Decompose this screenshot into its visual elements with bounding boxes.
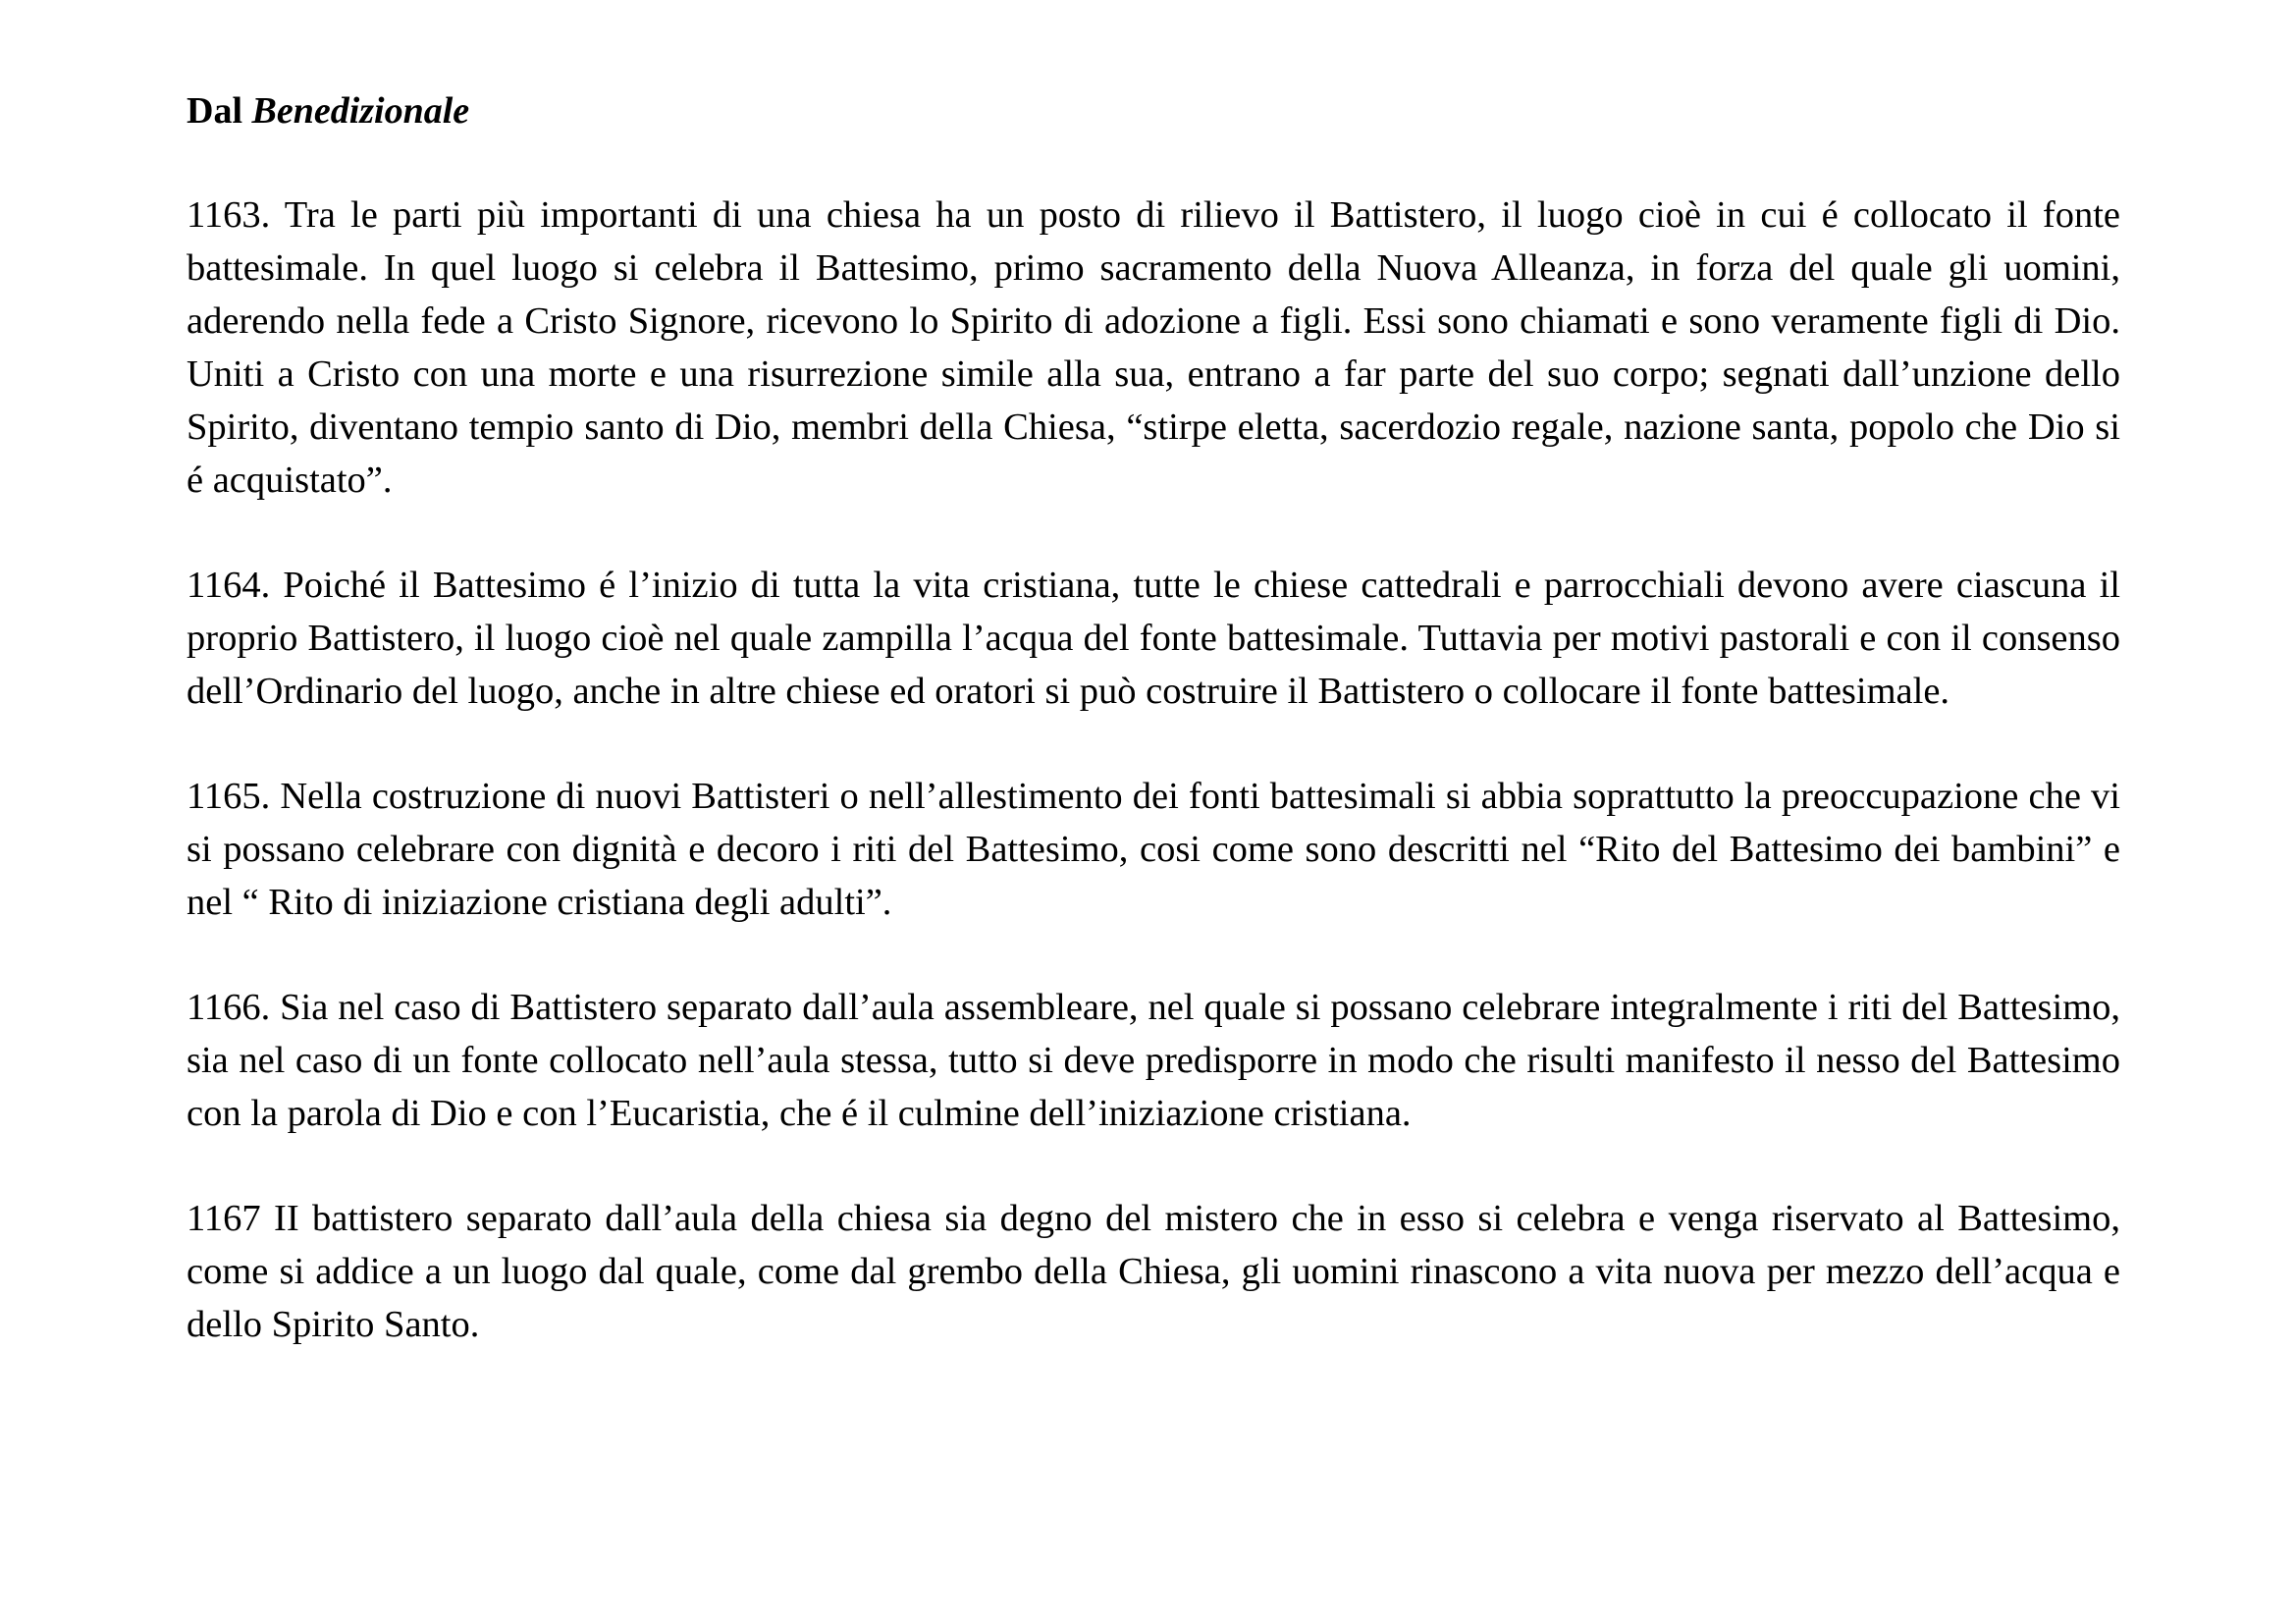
document-page xyxy=(187,84,2120,1403)
paragraph-1167: 1167 II battistero separato dall’aula della chiesa sia degno del mistero che in esso si celebra e venga riservato al Battesimo, come si addice a un luogo dal quale, come dal grembo della Chiesa, gli uomini rinascono a vita nuova per mezzo dell’acqua e dello Spirito Santo. xyxy=(187,1198,2120,1345)
paragraph-1164: 1164. Poiché il Battesimo é l’inizio di tutta la vita cristiana, tutte le chiese cattedrali e parrocchiali devono avere ciascuna il proprio Battistero, il luogo cioè nel quale zampilla l’acqua del fonte battesimale. Tuttavia per motivi pastorali e con il consenso dell’Ordinario del luogo, anche in altre chiese ed oratori si può costruire il Battistero o collocare il fonte battesimale. xyxy=(187,565,2120,712)
paragraph-1166: 1166. Sia nel caso di Battistero separato dall’aula assembleare, nel quale si possano celebrare integralmente i riti del Battesimo, sia nel caso di un fonte collocato nell’aula stessa, tutto si deve predisporre in modo che risulti manifesto il nesso del Battesimo con la parola di Dio e con l’Eucaristia, che é il culmine dell’iniziazione cristiana. xyxy=(187,987,2120,1134)
heading-prefix: Dal xyxy=(187,90,242,132)
paragraph-1163: 1163. Tra le parti più importanti di una chiesa ha un posto di rilievo il Battistero, il luogo cioè in cui é collocato il fonte battesimale. In quel luogo si celebra il Battesimo, primo sacramento della Nuova Alleanza, in forza del quale gli uomini, aderendo nella fede a Cristo Signore, ricevono lo Spirito di adozione a figli. Essi sono chiamati e sono veramente figli di Dio. Uniti a Cristo con una morte e una risurrezione simile alla sua, entrano a far parte del suo corpo; segnati dall’unzione dello Spirito, diventano tempio santo di Dio, membri della Chiesa, “stirpe eletta, sacerdozio regale, nazione santa, popolo che Dio si é acquistato”. xyxy=(187,194,2120,501)
paragraph-1165: 1165. Nella costruzione di nuovi Battisteri o nell’allestimento dei fonti battesimali si abbia soprattutto la preoccupazione che vi si possano celebrare con dignità e decoro i riti del Battesimo, cosi come sono descritti nel “Rito del Battesimo dei bambini” e nel “ Rito di iniziazione cristiana degli adulti”. xyxy=(187,776,2120,923)
heading-title: Benedizionale xyxy=(251,90,470,132)
document-heading xyxy=(187,84,2120,137)
